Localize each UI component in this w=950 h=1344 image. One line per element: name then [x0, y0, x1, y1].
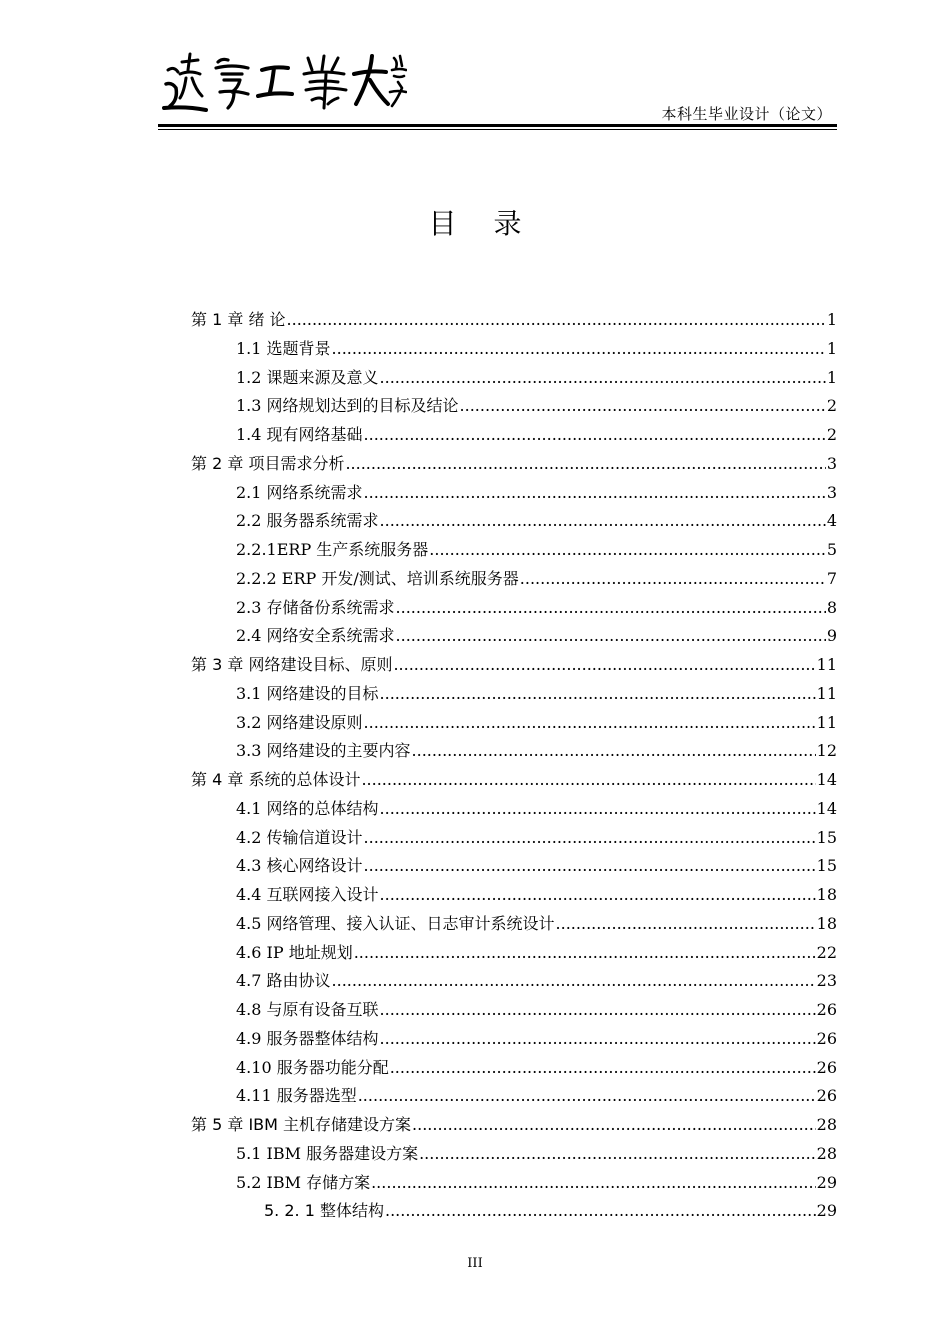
toc-entry-page: 28 — [816, 1143, 837, 1163]
toc-dot-leader — [380, 685, 816, 703]
toc-entry-page: 1 — [826, 338, 837, 358]
toc-entry-title: 4.9 服务器整体结构 — [236, 1028, 379, 1048]
toc-entry[interactable] — [191, 307, 837, 335]
toc-entry-page: 26 — [816, 1028, 837, 1048]
toc-entry[interactable] — [236, 796, 837, 824]
toc-dot-leader — [332, 340, 826, 358]
toc-entry-title: 3.1 网络建设的目标 — [236, 683, 379, 703]
toc-entry-title: 1.4 现有网络基础 — [236, 425, 363, 444]
toc-entry[interactable] — [191, 652, 837, 680]
toc-entry-title: 2.1 网络系统需求 — [236, 482, 363, 502]
toc-dot-leader — [364, 426, 826, 444]
toc-entry[interactable] — [236, 853, 837, 881]
toc-dot-leader — [412, 1116, 816, 1134]
toc-entry[interactable] — [236, 1026, 837, 1054]
toc-dot-leader — [364, 714, 816, 732]
toc-dot-leader — [380, 800, 816, 818]
toc-dot-leader — [345, 455, 825, 473]
toc-entry[interactable] — [264, 1198, 837, 1226]
toc-entry-title: 2.2 服务器系统需求 — [236, 511, 379, 531]
toc-entry[interactable] — [236, 968, 837, 996]
toc-entry-page: 29 — [816, 1172, 837, 1192]
toc-entry-title: 第 3 章 网络建设目标、原则 — [191, 655, 393, 674]
header-rule-thin — [158, 129, 837, 130]
toc-dot-leader — [380, 369, 826, 387]
toc-entry-title: 2.3 存储备份系统需求 — [236, 597, 395, 617]
toc-dot-leader — [380, 1001, 816, 1019]
page-title: 目 录 — [428, 207, 536, 240]
toc-dot-leader — [332, 972, 816, 990]
toc-entry-page: 15 — [816, 827, 837, 847]
toc-entry-page: 26 — [816, 1086, 837, 1106]
toc-entry[interactable] — [191, 767, 837, 795]
toc-entry[interactable] — [236, 623, 837, 651]
toc-entry-title: 3.2 网络建设原则 — [236, 712, 363, 732]
toc-entry[interactable] — [236, 1083, 837, 1111]
toc-dot-leader — [520, 570, 826, 588]
toc-entry[interactable] — [236, 882, 837, 910]
toc-entry-page: 26 — [816, 1057, 837, 1077]
toc-entry-page: 28 — [816, 1115, 837, 1134]
header-rule-thick — [158, 124, 837, 127]
toc-entry-title: 5.2 IBM 存储方案 — [236, 1172, 371, 1192]
toc-entry[interactable] — [191, 451, 837, 479]
toc-entry[interactable] — [236, 997, 837, 1025]
toc-entry-title: 1.3 网络规划达到的目标及结论 — [236, 396, 459, 416]
toc-entry[interactable] — [236, 940, 837, 968]
toc-entry[interactable] — [236, 336, 837, 364]
toc-dot-leader — [364, 857, 816, 875]
toc-entry-title: 4.11 服务器选型 — [236, 1086, 357, 1106]
toc-entry-title: 5. 2. 1 整体结构 — [264, 1201, 384, 1221]
toc-dot-leader — [354, 944, 816, 962]
university-logo — [162, 48, 407, 114]
toc-entry-page: 2 — [826, 396, 837, 416]
toc-entry[interactable] — [236, 911, 837, 939]
toc-dot-leader — [380, 1030, 816, 1048]
toc-entry[interactable] — [236, 365, 837, 393]
toc-dot-leader — [385, 1202, 816, 1220]
toc-entry[interactable] — [236, 537, 837, 565]
toc-dot-leader — [429, 541, 826, 559]
toc-entry-title: 2.2.1ERP 生产系统服务器 — [236, 540, 429, 559]
toc-entry[interactable] — [236, 710, 837, 738]
toc-entry-title: 4.5 网络管理、接入认证、日志审计系统设计 — [236, 913, 555, 933]
toc-entry[interactable] — [191, 1112, 837, 1140]
toc-entry-page: 11 — [816, 712, 837, 732]
toc-entry-page: 12 — [816, 741, 837, 761]
toc-dot-leader — [556, 915, 816, 933]
toc-entry-title: 1.2 课题来源及意义 — [236, 367, 379, 387]
toc-entry[interactable] — [236, 1055, 837, 1083]
toc-entry[interactable] — [236, 681, 837, 709]
toc-dot-leader — [460, 397, 826, 415]
toc-entry-page: 1 — [826, 310, 837, 329]
page-number: III — [467, 1256, 483, 1271]
toc-entry-page: 2 — [826, 425, 837, 444]
toc-dot-leader — [412, 742, 816, 760]
toc-entry-page: 18 — [816, 885, 837, 904]
toc-entry-page: 14 — [816, 770, 837, 789]
toc-entry[interactable] — [236, 1141, 837, 1169]
toc-entry-title: 第 4 章 系统的总体设计 — [191, 770, 361, 789]
toc-entry-page: 7 — [826, 568, 837, 588]
toc-entry-title: 4.1 网络的总体结构 — [236, 798, 379, 818]
toc-entry-title: 第 1 章 绪 论 — [191, 310, 286, 329]
toc-dot-leader — [396, 627, 826, 645]
toc-entry-page: 11 — [816, 655, 837, 674]
toc-entry-page: 5 — [826, 540, 837, 559]
toc-dot-leader — [361, 771, 815, 789]
toc-dot-leader — [364, 829, 816, 847]
toc-entry-page: 15 — [816, 856, 837, 876]
toc-entry-title: 4.2 传输信道设计 — [236, 827, 363, 847]
toc-entry[interactable] — [236, 825, 837, 853]
toc-entry-title: 2.2.2 ERP 开发/测试、培训系统服务器 — [236, 568, 519, 588]
toc-entry-page: 9 — [826, 626, 837, 646]
toc-entry-title: 4.4 互联网接入设计 — [236, 885, 379, 904]
toc-entry-page: 8 — [826, 597, 837, 617]
toc-dot-leader — [358, 1087, 816, 1105]
toc-entry-page: 29 — [816, 1201, 837, 1221]
toc-dot-leader — [419, 1145, 816, 1163]
toc-entry[interactable] — [236, 595, 837, 623]
toc-entry-title: 4.8 与原有设备互联 — [236, 1000, 379, 1019]
toc-entry[interactable] — [236, 566, 837, 594]
toc-dot-leader — [390, 1059, 816, 1077]
toc-entry[interactable] — [236, 738, 837, 766]
toc-entry-page: 14 — [816, 798, 837, 818]
header-subtitle: 本科生毕业设计（论文） — [661, 105, 832, 123]
toc-dot-leader — [396, 599, 826, 617]
toc-entry-title: 5.1 IBM 服务器建设方案 — [236, 1143, 419, 1163]
toc-entry-page: 1 — [826, 367, 837, 387]
toc-entry-page: 18 — [816, 913, 837, 933]
toc-entry-page: 22 — [816, 942, 837, 962]
toc-entry-title: 4.10 服务器功能分配 — [236, 1057, 389, 1077]
toc-entry-page: 3 — [826, 453, 837, 473]
toc-entry-title: 4.6 IP 地址规划 — [236, 942, 353, 962]
toc-entry-title: 4.3 核心网络设计 — [236, 856, 363, 876]
toc-entry-title: 第 5 章 IBM 主机存储建设方案 — [191, 1115, 412, 1134]
toc-entry-page: 23 — [816, 971, 837, 991]
toc-dot-leader — [371, 1174, 816, 1192]
toc-entry-page: 4 — [826, 511, 837, 531]
toc-entry[interactable] — [236, 422, 837, 450]
toc-entry-title: 第 2 章 项目需求分析 — [191, 453, 345, 473]
toc-dot-leader — [393, 656, 815, 674]
toc-entry-title: 2.4 网络安全系统需求 — [236, 626, 395, 646]
toc-entry[interactable] — [236, 508, 837, 536]
toc-dot-leader — [287, 311, 826, 329]
toc-entry[interactable] — [236, 1170, 837, 1198]
toc-entry-title: 1.1 选题背景 — [236, 338, 331, 358]
toc-entry-title: 3.3 网络建设的主要内容 — [236, 741, 411, 761]
toc-entry-page: 26 — [816, 1000, 837, 1019]
toc-dot-leader — [364, 484, 826, 502]
toc-entry-page: 11 — [816, 683, 837, 703]
toc-entry[interactable] — [236, 480, 837, 508]
toc-dot-leader — [380, 886, 816, 904]
toc-entry-page: 3 — [826, 482, 837, 502]
toc-dot-leader — [380, 512, 826, 530]
toc-entry-title: 4.7 路由协议 — [236, 971, 331, 991]
toc-entry[interactable] — [236, 393, 837, 421]
